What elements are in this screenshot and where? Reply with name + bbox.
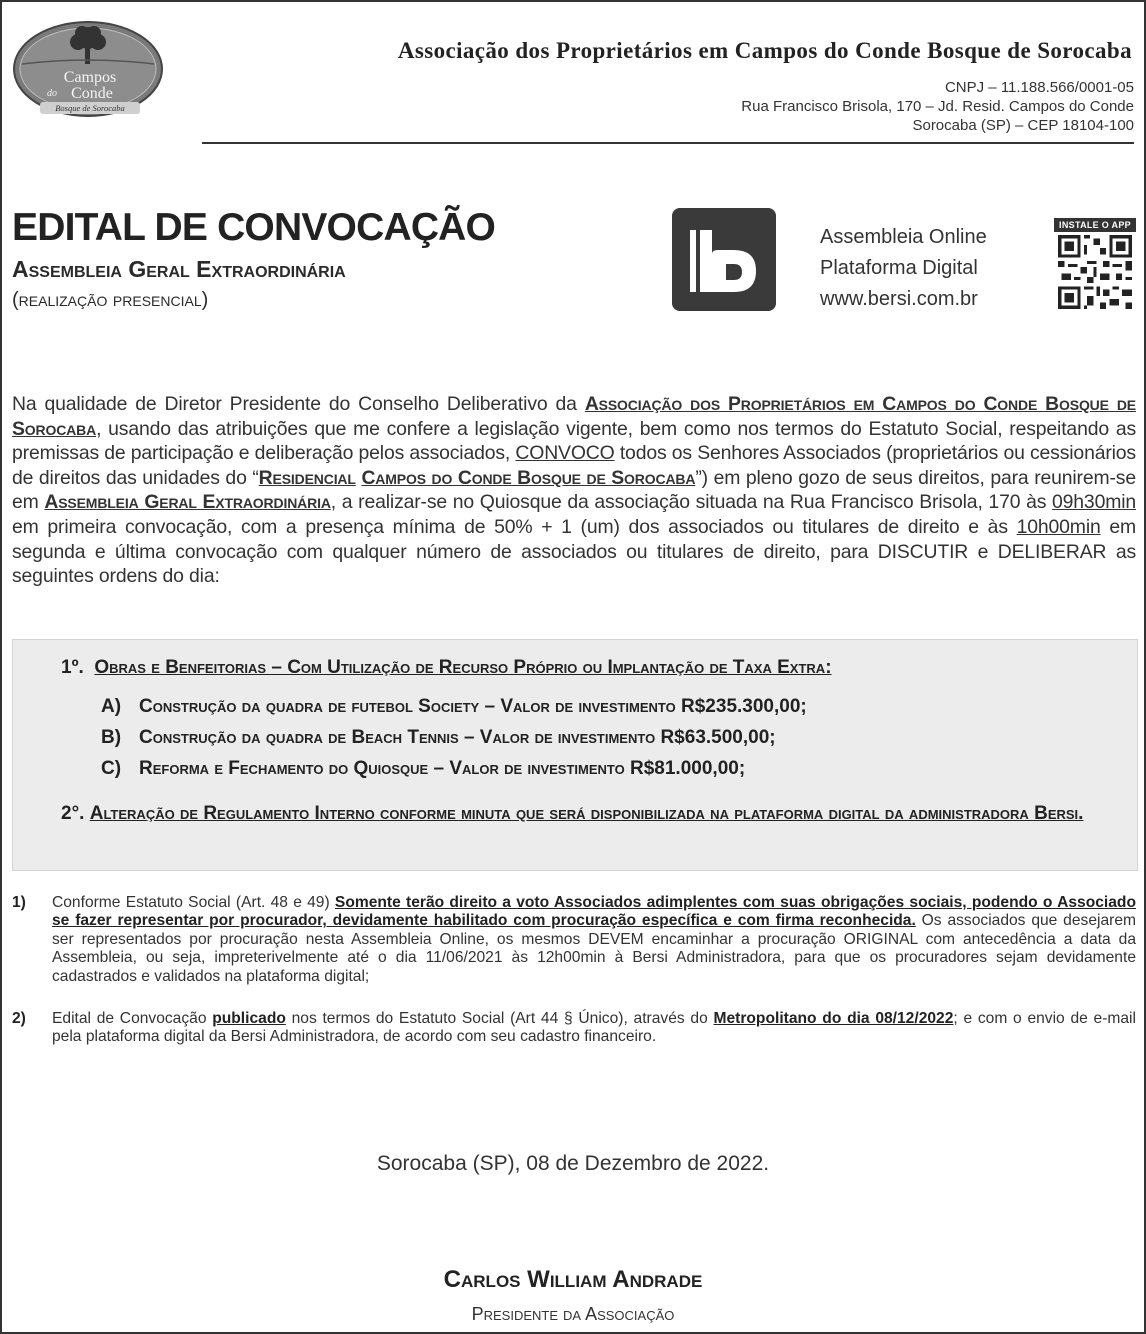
assembly-modality: (realização presencial) [12,289,209,311]
agenda-item-2-label: Alteração de Regulamento Interno conforme minuta que será disponibilizada na plataforma digital da administradora Bersi. [89,803,1084,824]
agenda-box [12,639,1138,871]
logo-word-campos: Campos [63,69,117,86]
agenda-subitem-a: A) Construção da quadra de futebol Society – Valor de investimento R$235.300,00; [101,696,807,717]
assembly-name: Assembleia Geral Extraordinária [44,491,331,514]
residencial-word: Residencial [258,466,356,489]
published-word: publicado [212,1010,286,1027]
agenda-item-2 [61,802,1131,826]
bersi-info [820,222,987,315]
agenda-item-1-number: 1º. [61,657,84,678]
association-name: Associação dos Proprietários em Campos do Conde Bosque de Sorocaba [12,393,1136,440]
second-call-time: 10h00min [1016,515,1101,538]
voting-rights-clause: Somente terão direito a voto Associados adimplentes com suas obrigações sociais, podendo o Associado se fazer representar por procurador, devidamente habilitado com procuração específica e com firma reconhecida. [52,894,1136,930]
convocation-text: Na qualidade de Diretor Presidente do Conselho Deliberativo da Associação dos Proprietários em Campos do Conde Bosque de Sorocaba, usando das atribuições que me confere a legislação vigente, bem como nos termos do Estatuto Social, respeitando as premissas de participação e deliberação pelos associados, CONVOCO todos os Senhores Associados (proprietários ou cessionários de direitos das unidades do “Residencial Campos do Conde Bosque de Sorocaba”) em pleno gozo de seus direitos, para reunirem-se em Assembleia Geral Extraordinária, a realizar-se no Quiosque da associação situada na Rua Francisco Brisola, 170 às 09h30min em primeira convocação, com a presença mínima de 50% + 1 (um) dos associados ou titulares de direito e às 10h00min em segunda e última convocação com qualquer número de associados ou titulares de direito, para DISCUTIR e DELIBERAR as seguintes ordens do dia: [12,393,1137,588]
address: Rua Francisco Brisola, 170 – Jd. Resid. Campos do Conde [741,98,1134,115]
qr-code-icon [1054,232,1136,312]
campos-do-conde-logo [12,20,164,118]
agenda-subitem-b: B) Construção da quadra de Beach Tennis – Valor de investimento R$63.500,00; [101,727,776,748]
header-divider [202,142,1134,144]
residencial-name: Campos do Conde Bosque de Sorocaba [361,466,696,489]
qr-label: INSTALE O APP [1054,218,1136,232]
bersi-url[interactable]: www.bersi.com.br [820,288,978,310]
logo-word-conde: Conde [71,85,113,102]
signer-name: Carlos William Andrade [443,1266,703,1293]
logo-word-do: do [47,88,57,99]
bersi-line1: Assembleia Online [820,226,987,248]
discutir-word: DISCUTIR [877,540,969,563]
note-1: 1) Conforme Estatuto Social (Art. 48 e 49) Somente terão direito a voto Associados adimplentes com suas obrigações sociais, podendo o Associado se fazer representar por procurador, devidamente habilitado com procuração específica e com firma reconhecida. Os associados que desejarem ser representados por procuração nesta Assembleia Online, os mesmos DEVEM encaminhar a procuração ORIGINAL com antecedência a data da Assembleia, ou seja, impreterivelmente até o dia 11/06/2021 às 12h00min à Bersi Administradora, para que os procuradores sejam devidamente cadastrados e validados na plataforma digital; [12,894,1136,985]
logo-tagline: Bosque de Sorocaba [55,103,125,113]
agenda-item-1-label: Obras e Benfeitorias – Com Utilização de Recurso Próprio ou Implantação de Taxa Extra: [94,657,832,678]
bersi-logo-icon [672,208,776,311]
convoco-word: CONVOCO [515,442,615,465]
signer-role: Presidente da Associação [471,1304,675,1324]
agenda-item-2-number: 2°. [61,803,85,824]
note-1-number: 1) [12,894,26,911]
note-2-number: 2) [12,1010,26,1027]
organization-name: Associação dos Proprietários em Campos do Conde Bosque de Sorocaba [397,38,1132,63]
cnpj: CNPJ – 11.188.566/0001-05 [944,79,1134,96]
city: Sorocaba (SP) – CEP 18104-100 [912,117,1134,134]
first-call-time: 09h30min [1052,491,1136,514]
agenda-subitem-c: C) Reforma e Fechamento do Quiosque – Valor de investimento R$81.000,00; [101,758,746,779]
assembly-type: Assembleia Geral Extraordinária [12,256,346,282]
page-title: EDITAL DE CONVOCAÇÃO [12,206,496,249]
organization-info [741,78,1134,135]
note-2: 2) Edital de Convocação publicado nos termos do Estatuto Social (Art 44 § Único), através do Metropolitano do dia 08/12/2022; e com o envio de e-mail pela plataforma digital da Bersi Administradora, de acordo com seu cadastro financeiro. [12,1010,1136,1046]
document-date: Sorocaba (SP), 08 de Dezembro de 2022. [376,1152,770,1175]
deliberar-word: DELIBERAR [997,540,1107,563]
agenda-item-1 [61,657,832,679]
publication-source: Metropolitano do dia 08/12/2022 [713,1010,954,1027]
qr-code-block[interactable] [1054,218,1136,312]
bersi-line2: Plataforma Digital [820,257,978,279]
